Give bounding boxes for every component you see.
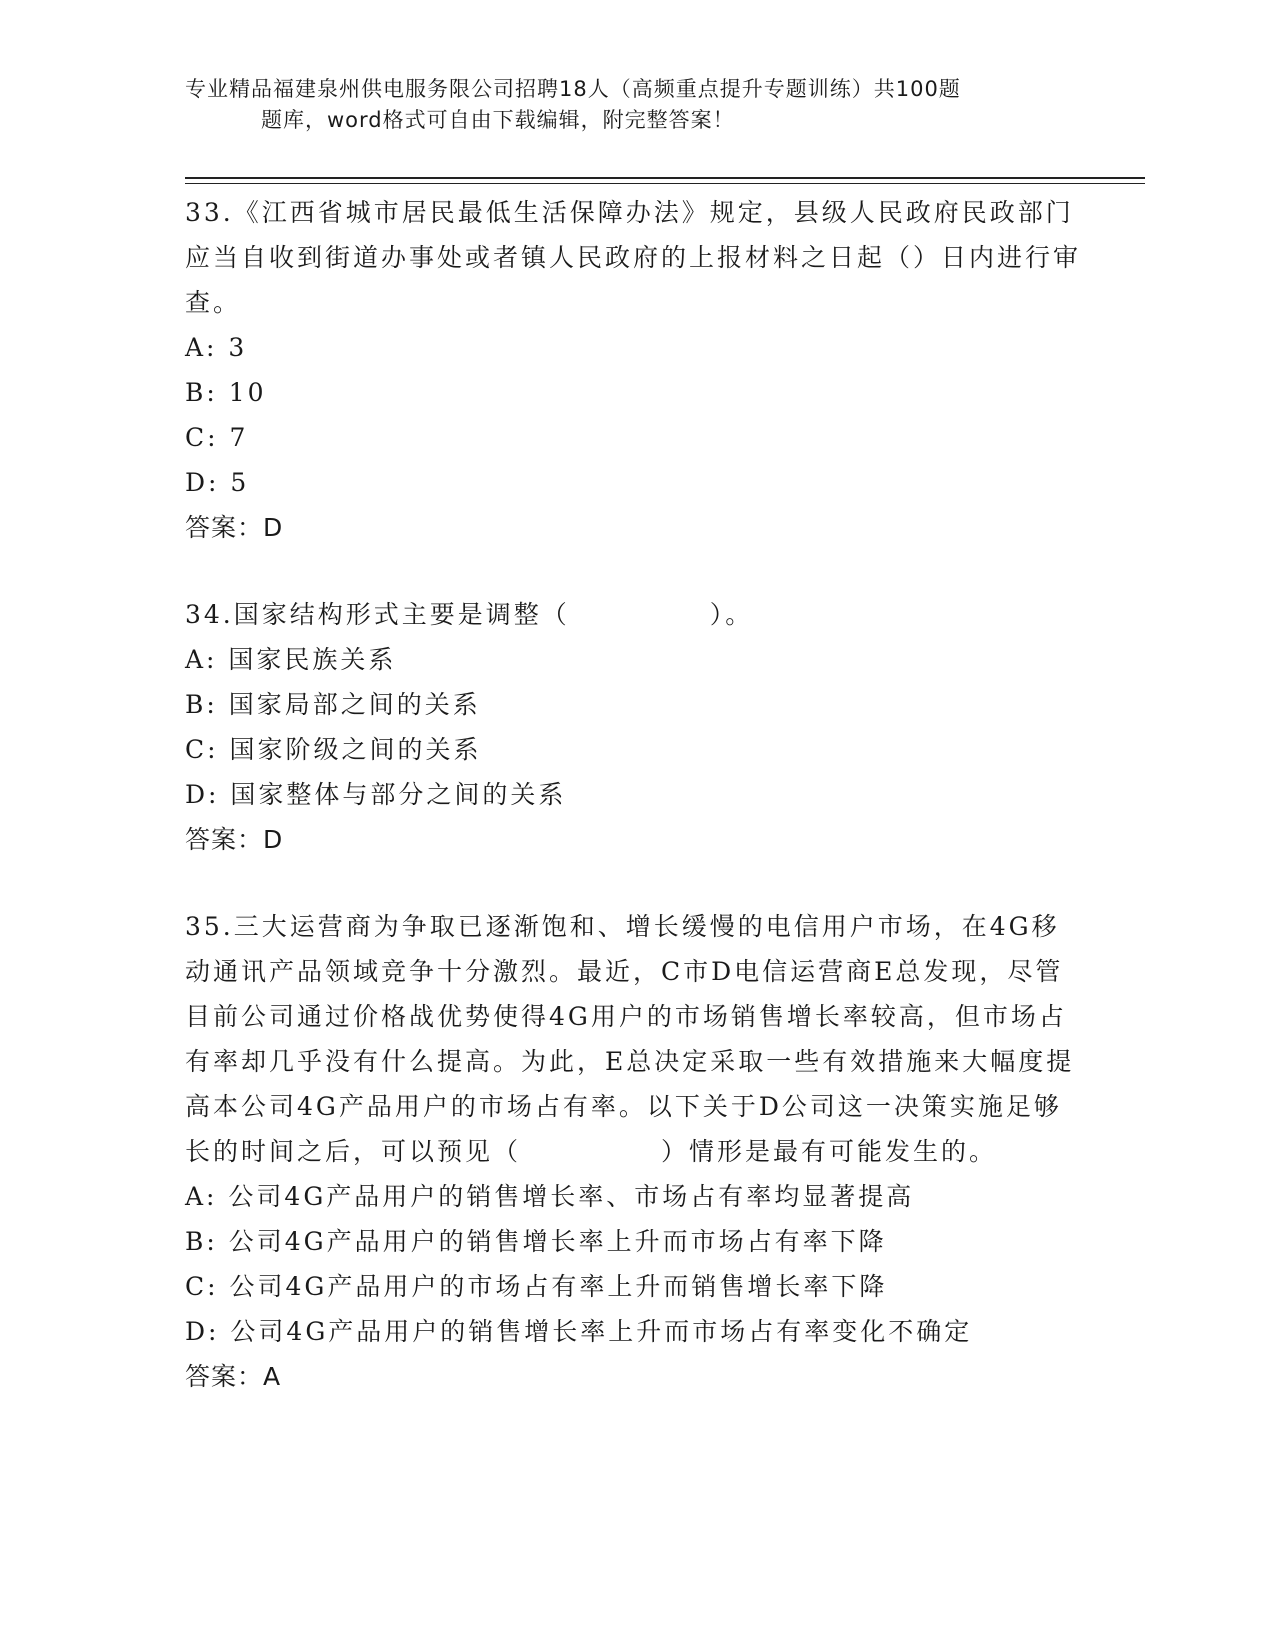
question-33 [185,190,1085,550]
question-stem: 34.国家结构形式主要是调整（ ）。 [185,600,754,629]
header-title-line1: 专业精品福建泉州供电服务限公司招聘18人（高频重点提升专题训练）共100题 [185,77,961,101]
option-d: D: 5 [185,468,250,497]
document-header [185,74,1075,136]
question-stem: 33.《江西省城市居民最低生活保障办法》规定，县级人民政府民政部门应当自收到街道办事处或者镇人民政府的上报材料之日起（）日内进行审查。 [185,198,1082,317]
answer-label: 答案：A [185,1362,282,1391]
option-c: C: 公司4G产品用户的市场占有率上升而销售增长率下降 [185,1272,888,1301]
header-title-line2: 题库，word格式可自由下载编辑，附完整答案！ [261,108,735,132]
header-divider-thin [185,183,1145,184]
option-d: D: 公司4G产品用户的销售增长率上升而市场占有率变化不确定 [185,1317,973,1346]
answer-label: 答案：D [185,513,284,542]
option-c: C: 7 [185,423,249,452]
question-stem: 35.三大运营商为争取已逐渐饱和、增长缓慢的电信用户市场，在4G移动通讯产品领域竞争十分激烈。最近，C市D电信运营商E总发现，尽管目前公司通过价格战优势使得4G用户的市场销售增长率较高，但市场占有率却几乎没有什么提高。为此，E总决定采取一些有效措施来大幅度提高本公司4G产品用户的市场占有率。以下关于D公司这一决策实施足够长的时间之后，可以预见（ ）情形是最有可能发生的。 [185,912,1075,1166]
question-list [185,190,1085,1399]
question-34 [185,592,1085,862]
question-35 [185,904,1085,1399]
option-b: B: 国家局部之间的关系 [185,690,481,719]
option-a: A: 公司4G产品用户的销售增长率、市场占有率均显著提高 [185,1182,915,1211]
option-b: B: 公司4G产品用户的销售增长率上升而市场占有率下降 [185,1227,887,1256]
header-divider-thick [185,177,1145,179]
option-c: C: 国家阶级之间的关系 [185,735,482,764]
answer-label: 答案：D [185,825,284,854]
option-a: A: 国家民族关系 [185,645,397,674]
option-a: A: 3 [185,333,248,362]
option-d: D: 国家整体与部分之间的关系 [185,780,567,809]
option-b: B: 10 [185,378,267,407]
